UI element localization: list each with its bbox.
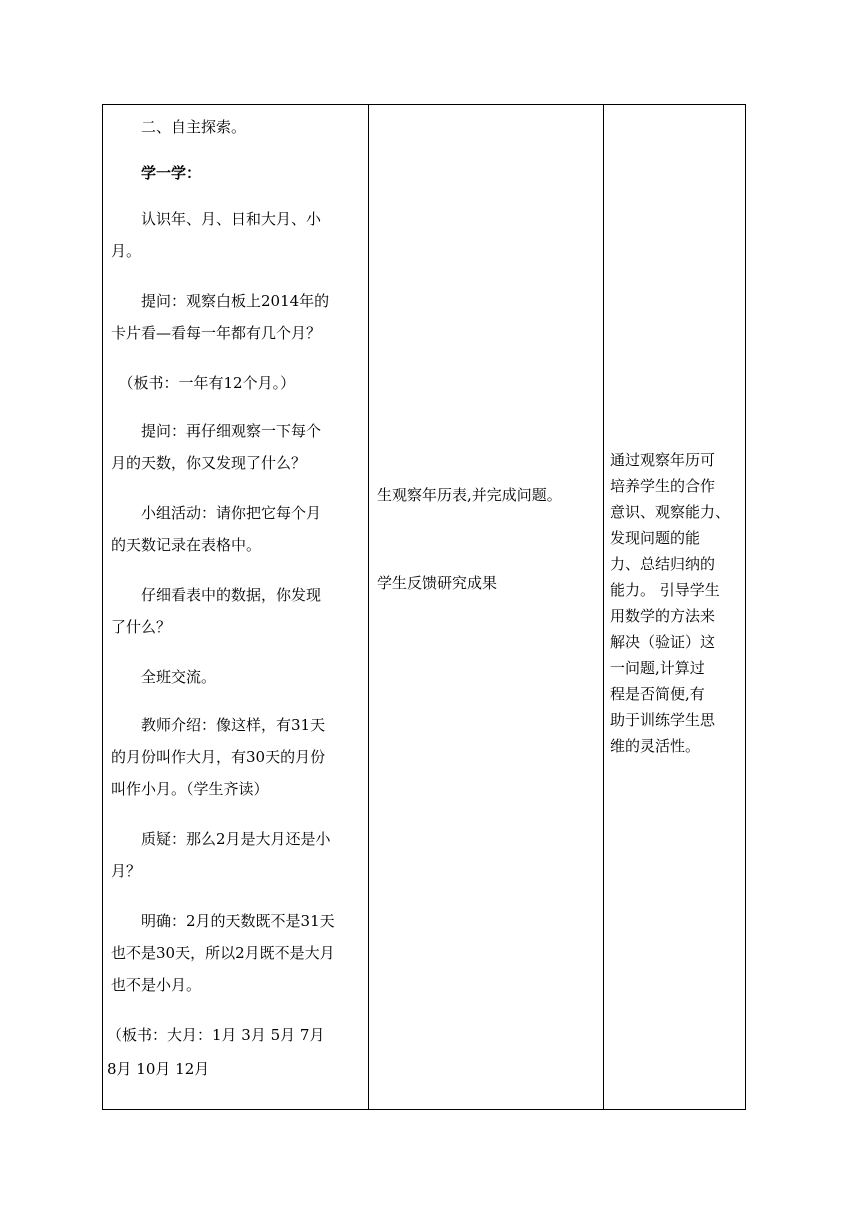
paragraph-line: 月？	[111, 862, 142, 880]
paragraph-line: 叫作小月。（学生齐读）	[111, 780, 269, 798]
design-intent-line: 助于训练学生思	[610, 711, 716, 729]
subsection-heading: 学一学：	[111, 164, 202, 182]
student-activity-line: 学生反馈研究成果	[377, 574, 498, 592]
paragraph-line: 仔细看表中的数据，你发现	[111, 586, 322, 604]
paragraph-line: 月的天数，你又发现了什么？	[111, 454, 307, 472]
design-intent-line: 一问题,计算过	[610, 659, 705, 677]
design-intent-line: 解决（验证）这	[610, 633, 716, 651]
paragraph-line: 也不是小月。	[111, 976, 202, 994]
design-intent-line: 程是否简便,有	[610, 685, 705, 703]
paragraph-line: 提问：再仔细观察一下每个	[111, 422, 322, 440]
paragraph-line: 全班交流。	[111, 668, 217, 686]
design-intent-line: 培养学生的合作	[610, 477, 716, 495]
paragraph-line: 质疑：那么2月是大月还是小	[111, 830, 331, 848]
design-intent-line: 维的灵活性。	[610, 737, 701, 755]
paragraph-line: 卡片看—看每一年都有几个月？	[111, 324, 322, 342]
paragraph-line: 的月份叫作大月，有30天的月份	[111, 748, 326, 766]
student-activity-line: 生观察年历表,并完成问题。	[377, 486, 562, 504]
paragraph-line: （板书：大月：1月 3月 5月 7月	[107, 1026, 325, 1044]
paragraph-line: 8月 10月 12月	[107, 1060, 210, 1078]
teacher-activity-column	[103, 105, 369, 1109]
paragraph-line: 认识年、月、日和大月、小	[111, 210, 322, 228]
paragraph-line: 的天数记录在表格中。	[111, 536, 262, 554]
design-intent-column	[604, 105, 746, 1109]
design-intent-line: 能力。 引导学生	[610, 581, 720, 599]
student-activity-column	[369, 105, 604, 1109]
paragraph-line: 教师介绍：像这样，有31天	[111, 716, 326, 734]
design-intent-line: 用数学的方法来	[610, 607, 716, 625]
lesson-table	[102, 104, 746, 1110]
paragraph-line: 也不是30天，所以2月既不是大月	[111, 944, 335, 962]
design-intent-line: 力、总结归纳的	[610, 555, 716, 573]
paragraph-line: 月。	[111, 242, 142, 260]
paragraph-line: 小组活动：请你把它每个月	[111, 504, 322, 522]
section-heading: 二、自主探索。	[111, 118, 247, 136]
design-intent-line: 通过观察年历可	[610, 451, 716, 469]
paragraph-line: 提问：观察白板上2014年的	[111, 292, 330, 310]
paragraph-line: （板书：一年有12个月。）	[111, 374, 296, 392]
paragraph-line: 明确：2月的天数既不是31天	[111, 912, 335, 930]
design-intent-line: 意识、观察能力、	[610, 503, 731, 521]
paragraph-line: 了什么？	[111, 618, 172, 636]
design-intent-line: 发现问题的能	[610, 529, 701, 547]
